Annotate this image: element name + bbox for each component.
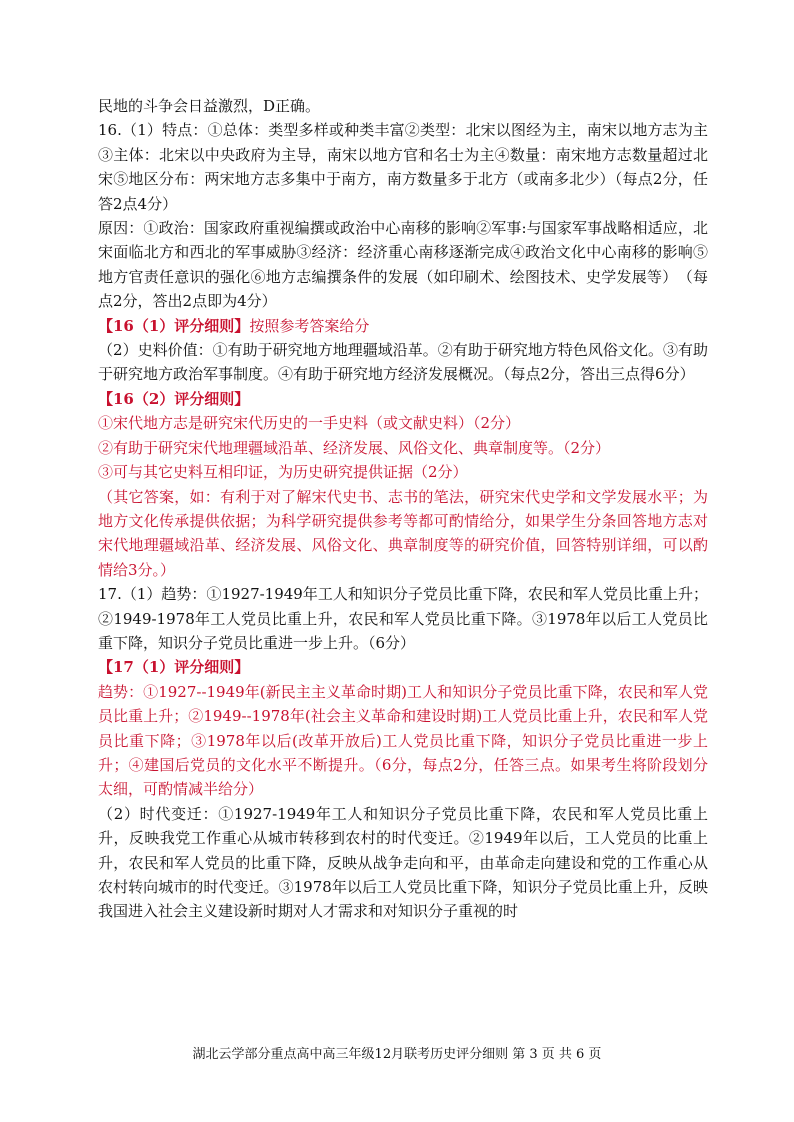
scoring-item-1: ①宋代地方志是研究宋代历史的一手史料（或文献史料）（2分） (98, 414, 521, 433)
scoring-item-3: ③可与其它史料互相印证，为历史研究提供证据（2分） (98, 463, 468, 482)
heading-q16-2-scoring: 【16（2）评分细则】 (98, 389, 250, 408)
paragraph-q15-end: 民地的斗争会日益激烈，D正确。 (98, 97, 321, 115)
heading-q17-1-scoring: 【17（1）评分细则】 (98, 658, 250, 677)
heading-q16-1-note: 按照参考答案给分 (249, 316, 370, 335)
scoring-q17-1-trend: 趋势：①1927--1949年(新民主主义革命时期)工人和知识分子党员比重下降，农民和军人党员比重上升；②1949--1978年(社会主义革命和建设时期)工人党员比重上升，农民和军人党员比重下降；③1978年以后(改革开放后)工人党员比重下降，知识分子党员比重进一步上升；④建国后党员的文化水平不断提升。（6分，每点2分，任答三点。如果考生将阶段划分太细，可酌情减半给分） (98, 682, 708, 799)
document-body (98, 94, 708, 924)
scoring-item-2: ②有助于研究宋代地理疆域沿革、经济发展、风俗文化、典章制度等。（2分） (98, 438, 611, 457)
paragraph-q16-1-reasons: 原因：①政治：国家政府重视编撰或政治中心南移的影响②军事:与国家军事战略相适应，北宋面临北方和西北的军事威胁③经济：经济重心南移逐渐完成④政治文化中心南移的影响⑤地方官责任意识的强化⑥地方志编撰条件的发展（如印刷术、绘图技术、史学发展等） （每点2分，答出2点即为4分） (98, 219, 708, 311)
heading-q16-1-scoring (98, 314, 708, 338)
paragraph-q16-1-features: 16.（1）特点：①总体：类型多样或种类丰富②类型：北宋以图经为主，南宋以地方志为主③主体：北宋以中央政府为主导，南宋以地方官和名士为主④数量：南宋地方志数量超过北宋⑤地区分布：两宋地方志多集中于南方，南方数量多于北方（或南多北少）（每点2分，任答2点4分） (98, 121, 708, 213)
scoring-other-answers: （其它答案，如：有利于对了解宋代史书、志书的笔法，研究宋代史学和文学发展水平；为地方文化传承提供依据；为科学研究提供参考等都可酌情给分，如果学生分条回答地方志对宋代地理疆域沿革、经济发展、风俗文化、典章制度等的研究价值，回答特别详细，可以酌情给3分。） (98, 487, 708, 579)
paragraph-q17-1-trend: 17.（1）趋势：①1927-1949年工人和知识分子党员比重下降，农民和军人党员比重上升；②1949-1978年工人党员比重上升，农民和军人党员比重下降。③1978年以后工人党员比重下降，知识分子党员比重进一步上升。（6分） (98, 585, 708, 652)
heading-q16-1-label: 【16（1）评分细则】 (98, 316, 250, 335)
paragraph-q16-2-value: （2）史料价值：①有助于研究地方地理疆域沿革。②有助于研究地方特色风俗文化。③有助于研究地方政治军事制度。④有助于研究地方经济发展概况。（每点2分，答出三点得6分） (98, 341, 708, 384)
page-footer: 湖北云学部分重点高中高三年级12月联考历史评分细则 第 3 页 共 6 页 (192, 1047, 602, 1062)
paragraph-q17-2-change: （2）时代变迁：①1927-1949年工人和知识分子党员比重下降，农民和军人党员比重上升，反映我党工作重心从城市转移到农村的时代变迁。②1949年以后，工人党员的比重上升，农民和军人党员的比重下降，反映从战争走向和平，由革命走向建设和党的工作重心从农村转向城市的时代变迁。③1978年以后工人党员比重下降，知识分子党员比重上升，反映我国进入社会主义建设新时期对人才需求和对知识分子重视的时 (98, 804, 708, 921)
